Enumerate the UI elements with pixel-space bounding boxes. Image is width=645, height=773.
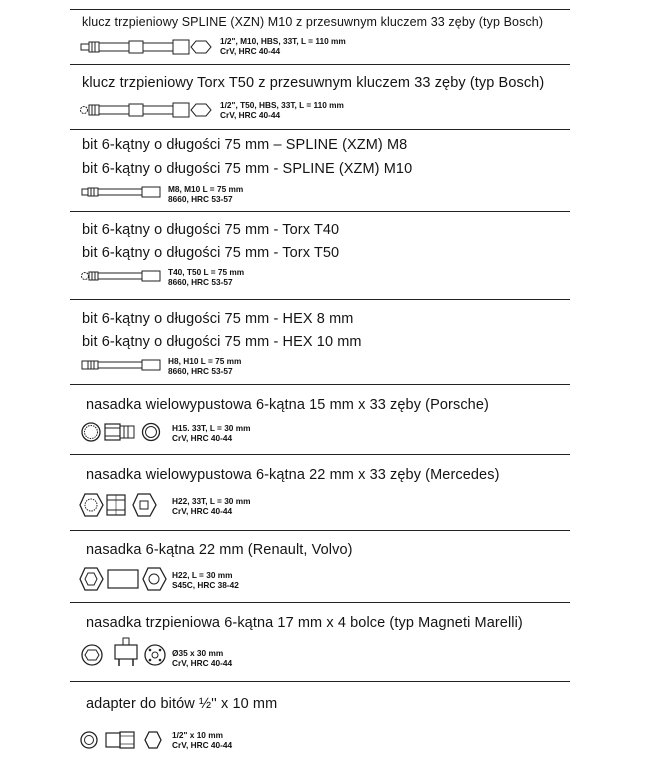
bit-adapter-icon	[79, 728, 169, 752]
separator	[70, 681, 570, 682]
spline-socket-22mm-icon	[79, 491, 164, 519]
product-spec	[220, 100, 344, 120]
product-title: bit 6-kątny o długości 75 mm - Torx T40	[82, 222, 340, 238]
product-spec	[168, 184, 243, 204]
product-title: nasadka wielowypustowa 6-kątna 22 mm x 33 zęby (Mercedes)	[86, 467, 500, 483]
spec-line: T40, T50 L = 75 mm	[168, 267, 245, 277]
separator	[70, 129, 570, 130]
spline-bit-icon	[80, 184, 165, 200]
product-title: bit 6-kątny o długości 75 mm - SPLINE (XZM) M10	[82, 161, 413, 177]
spec-line: CrV, HRC 40-44	[220, 110, 281, 120]
separator	[70, 211, 570, 212]
product-title: nasadka 6-kątna 22 mm (Renault, Volvo)	[86, 542, 353, 558]
spec-line: M8, M10 L = 75 mm	[168, 184, 244, 194]
separator	[70, 602, 570, 603]
spline-socket-15mm-icon	[80, 420, 165, 444]
spec-line: Ø35 x 30 mm	[172, 648, 224, 658]
separator	[70, 299, 570, 300]
four-pin-socket-icon	[79, 637, 169, 671]
product-spec	[172, 648, 232, 668]
separator	[70, 384, 570, 385]
spec-line: H22, L = 30 mm	[172, 570, 233, 580]
hex-bit-icon	[80, 357, 165, 373]
product-spec	[220, 36, 346, 56]
spec-line: 8660, HRC 53-57	[168, 194, 233, 204]
spec-line: CrV, HRC 40-44	[172, 658, 233, 668]
product-spec	[168, 267, 244, 287]
separator	[70, 454, 570, 455]
product-spec	[172, 423, 250, 443]
spec-line: S45C, HRC 38-42	[172, 580, 239, 590]
product-title: klucz trzpieniowy SPLINE (XZN) M10 z przesuwnym kluczem 33 zęby (typ Bosch)	[82, 15, 544, 29]
spec-line: H15. 33T, L = 30 mm	[172, 423, 251, 433]
product-title: bit 6-kątny o długości 75 mm - Torx T50	[82, 245, 340, 261]
spec-line: 8660, HRC 53-57	[168, 277, 233, 287]
product-spec	[172, 496, 250, 516]
torx-key-with-sliding-wrench-icon	[78, 100, 213, 120]
product-spec	[168, 356, 241, 376]
spec-line: CrV, HRC 40-44	[172, 506, 233, 516]
torx-bit-icon	[80, 268, 165, 284]
product-title: adapter do bitów ½'' x 10 mm	[86, 696, 278, 712]
product-title: nasadka wielowypustowa 6-kątna 15 mm x 33 zęby (Porsche)	[86, 397, 489, 413]
product-title: bit 6-kątny o długości 75 mm – SPLINE (XZM) M8	[82, 137, 408, 153]
product-spec	[172, 570, 239, 590]
spec-line: H22, 33T, L = 30 mm	[172, 496, 251, 506]
spec-line: 1/2", T50, HBS, 33T, L = 110 mm	[220, 100, 344, 110]
spec-line: CrV, HRC 40-44	[172, 433, 233, 443]
spec-line: 8660, HRC 53-57	[168, 366, 233, 376]
product-title: bit 6-kątny o długości 75 mm - HEX 10 mm	[82, 334, 362, 350]
product-title: klucz trzpieniowy Torx T50 z przesuwnym kluczem 33 zęby (typ Bosch)	[82, 75, 545, 91]
product-title: nasadka trzpieniowa 6-kątna 17 mm x 4 bolce (typ Magneti Marelli)	[86, 615, 523, 631]
separator	[70, 9, 570, 10]
product-title: bit 6-kątny o długości 75 mm - HEX 8 mm	[82, 311, 354, 327]
spec-line: CrV, HRC 40-44	[172, 740, 233, 750]
spline-key-with-sliding-wrench-icon	[78, 37, 213, 57]
product-spec	[172, 730, 232, 750]
spec-line: 1/2" x 10 mm	[172, 730, 223, 740]
spec-line: 1/2", M10, HBS, 33T, L = 110 mm	[220, 36, 346, 46]
spec-line: CrV, HRC 40-44	[220, 46, 281, 56]
hex-socket-22mm-icon	[79, 566, 169, 592]
separator	[70, 64, 570, 65]
spec-line: H8, H10 L = 75 mm	[168, 356, 242, 366]
separator	[70, 530, 570, 531]
